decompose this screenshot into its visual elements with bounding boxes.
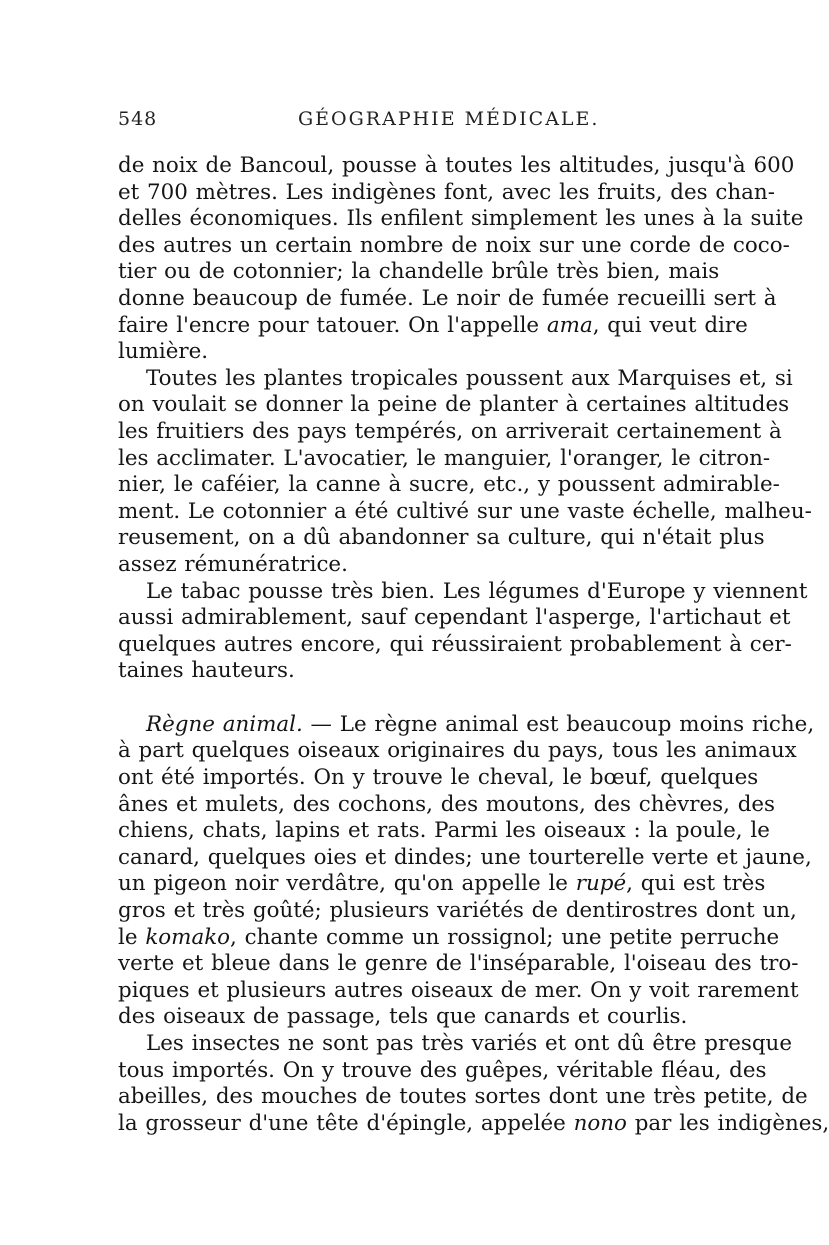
text-fragment: , chante comme un rossignol; une petite perruche	[230, 924, 780, 950]
text-line: canard, quelques oies et dindes; une tourterelle verte et jaune,	[118, 844, 812, 870]
italic-term: ama	[546, 312, 593, 338]
text-line: les fruitiers des pays tempérés, on arriverait certainement à	[118, 418, 782, 444]
text-line: on voulait se donner la peine de planter à certaines altitudes	[118, 392, 790, 418]
section-gap	[118, 685, 683, 712]
text-line: verte et bleue dans le genre de l'inséparable, l'oiseau des tro-	[118, 951, 799, 977]
text-line: reusement, on a dû abandonner sa culture, qui n'était plus	[118, 525, 765, 551]
running-title: GÉOGRAPHIE MÉDICALE.	[298, 108, 600, 130]
paragraph	[118, 153, 804, 366]
text-line	[118, 711, 815, 739]
text-fragment: , qui est très	[626, 871, 766, 897]
text-line: tous importés. On y trouve des guêpes, véritable fléau, des	[118, 1057, 767, 1083]
text-line: ment. Le cotonnier a été cultivé sur une vaste échelle, malheu-	[118, 498, 812, 524]
text-line: chiens, chats, lapins et rats. Parmi les oiseaux : la poule, le	[118, 818, 770, 844]
text-fragment: — Le règne animal est beaucoup moins riche,	[302, 711, 815, 737]
text-line: quelques autres encore, qui réussiraient probablement à cer-	[118, 631, 792, 657]
text-line: nier, le caféier, la canne à sucre, etc., y poussent admirable-	[118, 472, 780, 498]
italic-term: rupé	[575, 871, 627, 897]
text-line: Toutes les plantes tropicales poussent aux Marquises et, si	[146, 365, 793, 391]
running-head	[118, 108, 683, 138]
text-line: taines hauteurs.	[118, 658, 295, 684]
text-line: tier ou de cotonnier; la chandelle brûle très bien, mais	[118, 259, 720, 285]
text-line: des oiseaux de passage, tels que canards et courlis.	[118, 1004, 688, 1030]
page-number: 548	[118, 108, 158, 130]
text-line	[118, 924, 780, 952]
text-line: donne beaucoup de fumée. Le noir de fumée recueilli sert à	[118, 285, 777, 311]
text-fragment: la grosseur d'une tête d'épingle, appelée	[118, 1110, 566, 1136]
paragraph	[118, 365, 812, 579]
text-line	[118, 1110, 829, 1138]
text-line: des autres un certain nombre de noix sur une corde de coco-	[118, 232, 790, 258]
italic-term: nono	[573, 1110, 627, 1136]
section-heading: Règne animal.	[146, 711, 303, 737]
text-line: delles économiques. Ils enfilent simplement les unes à la suite	[118, 206, 804, 232]
text-line: piques et plusieurs autres oiseaux de mer. On y voit rarement	[118, 977, 799, 1003]
text-line: de noix de Bancoul, pousse à toutes les altitudes, jusqu'à 600	[118, 153, 795, 178]
text-line: abeilles, des mouches de toutes sortes dont une très petite, de	[118, 1084, 808, 1110]
body-text	[118, 153, 829, 1137]
text-fragment: par les indigènes,	[634, 1110, 829, 1136]
text-fragment: un pigeon noir verdâtre, qu'on appelle le	[118, 871, 568, 897]
text-fragment: faire l'encre pour tatouer. On l'appelle	[118, 312, 540, 338]
text-fragment: le	[118, 924, 138, 950]
text-line: ânes et mulets, des cochons, des moutons, des chèvres, des	[118, 791, 776, 817]
text-line	[118, 312, 748, 340]
text-line: Les insectes ne sont pas très variés et ont dû être presque	[146, 1031, 792, 1056]
text-line: Le tabac pousse très bien. Les légumes d'Europe y viennent	[146, 578, 808, 604]
text-line: les acclimater. L'avocatier, le manguier, l'oranger, le citron-	[118, 445, 771, 471]
text-line: lumière.	[118, 339, 209, 365]
text-line: et 700 mètres. Les indigènes font, avec les fruits, des chan-	[118, 179, 775, 205]
paragraph	[118, 711, 815, 1031]
text-line: à part quelques oiseaux originaires du pays, tous les animaux	[118, 738, 797, 764]
book-page	[118, 108, 829, 1137]
paragraph	[118, 1031, 829, 1137]
text-fragment: , qui veut dire	[592, 312, 748, 338]
text-line: gros et très goûté; plusieurs variétés de dentirostres dont un,	[118, 898, 797, 924]
text-line: ont été importés. On y trouve le cheval, le bœuf, quelques	[118, 765, 759, 791]
paragraph	[118, 578, 808, 685]
text-line	[118, 871, 766, 898]
italic-term: komako	[145, 924, 231, 950]
text-line: aussi admirablement, sauf cependant l'asperge, l'artichaut et	[118, 605, 791, 631]
text-line: assez rémunératrice.	[118, 551, 348, 577]
